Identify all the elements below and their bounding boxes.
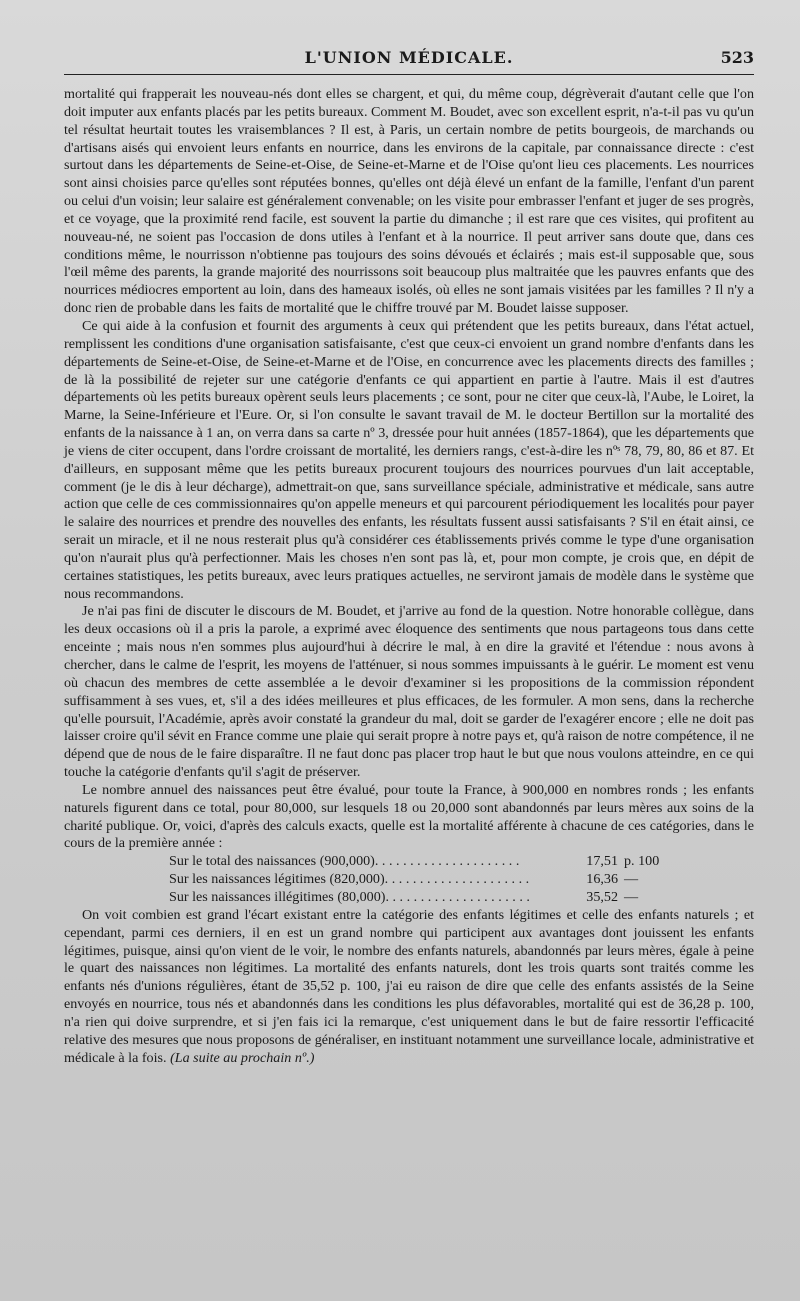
row-label: Sur les naissances légitimes (820,000). . . . <box>169 871 558 889</box>
mortality-table <box>169 853 669 907</box>
table-row <box>169 871 669 889</box>
article-body <box>64 86 754 1286</box>
row-value: 16,36 <box>586 871 618 888</box>
row-label: Sur les naissances illégitimes (80,000). . . . <box>169 889 558 907</box>
row-unit: — <box>624 888 639 905</box>
paragraph-1: mortalité qui frapperait les nouveau-nés dont elles se chargent, et qui, du même coup, dégrèverait d'autant celle que l'on doit imputer aux enfants placés par les petits bureaux. Comment M. Boudet, avec son excellent esprit, n'a-t-il pas vu qu'un tel résultat heurtait toutes les vraisemblances ? Il est, à Paris, un certain nombre de petits bourgeois, de marchands ou d'artisans aisés qui envoient leurs enfants en nourrice, dans les environs de la capitale, par connaissance directe : c'est surtout dans les départements de Seine-et-Oise, de Seine-et-Marne et de l'Oise qu'ont lieu ces placements. Les nourrices sont ainsi choisies parce qu'elles sont réputées bonnes, qu'elles ont déjà élevé un enfant de la famille, l'enfant d'un parent ou celui d'un voisin; leur salaire est généralement convenable; on les visite pour embrasser l'enfant et juger de ses progrès, et ce voyage, que la proximité rend facile, est souvent la partie du dimanche ; il est rare que ces visites, qui profitent au nouveau-né, ne soient pas l'occasion de dons utiles à l'enfant et à la nourrice. Il peut arriver sans doute que, dans ces conditions même, le nourrisson n'obtienne pas toujours des soins dévoués et éclairés ; mais est-il supposable que, sous l'œil même des parents, la grande majorité des nourrissons soit beaucoup plus maltraitée que les pauvres enfants que des nourrices médiocres emportent au loin, dans des hameaux isolés, où elles ne sont jamais visitées par les familles ? Il n'y a donc rien de probable dans les faits de mortalité que le chiffre trouvé par M. Boudet laisse supposer. <box>64 86 754 317</box>
row-unit: — <box>624 871 639 888</box>
row-label: Sur le total des naissances (900,000). . . . <box>169 853 558 871</box>
table-row <box>169 853 669 871</box>
closing-text: On voit combien est grand l'écart existant entre la catégorie des enfants légitimes et celle des enfants naturels ; et cependant, parmi ces derniers, il en est un grand nombre qui participent aux avantages dont jouissent les enfants légitimes, puisque, ainsi qu'on vient de le voir, le nombre des enfants naturels, abandonnés par leurs mères, égale à peine le quart des naissances non légitimes. La mortalité des enfants naturels, dont les trois quarts sont traités comme les enfants nés d'unions régulières, étant de 35,52 p. 100, j'ai eu raison de dire que celle des enfants assistés de la Seine envoyés en nourrice, tous nés et abandonnés dans les conditions les plus défavorables, mortalité qui est de 36,28 p. 100, n'a rien qui doive surprendre, et si j'en fais ici la remarque, c'est uniquement dans le but de faire ressortir l'efficacité relative des mesures que nous proposons de généraliser, en instituant notamment une surveillance locale, administrative et médicale à la fois. <box>64 906 754 1066</box>
paragraph-4: Le nombre annuel des naissances peut être évalué, pour toute la France, à 900,000 en nombres ronds ; les enfants naturels figurent dans ce total, pour 80,000, sur lesquels 18 ou 20,000 sont abandonnés par leurs mères aux soins de la charité publique. Or, voici, d'après des calculs exacts, quelle est la mortalité afférente à chacune de ces catégories, dans le cours de la première année : <box>64 781 754 852</box>
row-unit: p. 100 <box>624 853 660 870</box>
table-row <box>169 889 669 907</box>
paragraph-3: Je n'ai pas fini de discuter le discours de M. Boudet, et j'arrive au fond de la question. Notre honorable collègue, dans les deux occasions où il a pris la parole, a exprimé avec éloquence des sentiments que nous partageons tous dans cette enceinte ; mais nous n'en sommes plus aujourd'hui à décrire le mal, à en dire la gravité et l'étendue : nous avons à chercher, dans le calme de l'esprit, les moyens de l'atténuer, si nous sommes impuissants à le guérir. Le moment est venu où chacun des membres de cette assemblée a le devoir d'examiner si les propositions de la commission répondent suffisamment à ses vues, et, s'il a des idées meilleures et plus efficaces, de les formuler. A mon sens, dans la recherche qu'elle poursuit, l'Académie, après avoir constaté la grandeur du mal, doit se garder de l'exagérer encore ; elle ne doit pas laisser croire qu'il sévit en France comme une plaie qui serait propre à notre pays et, qu'à raison de notre compétence, il ne dépend que de nous de le faire disparaître. Il ne faut donc pas placer trop haut le but que nous voulons atteindre, en ce qui touche la catégorie d'enfants qu'il s'agit de préserver. <box>64 603 754 781</box>
row-value: 17,51 <box>586 853 618 870</box>
row-value: 35,52 <box>586 888 618 905</box>
journal-title: L'UNION MÉDICALE. <box>304 48 514 67</box>
running-header <box>64 48 754 75</box>
page-number: 523 <box>720 48 754 67</box>
paragraph-2: Ce qui aide à la confusion et fournit des arguments à ceux qui prétendent que les petits bureaux, dans l'état actuel, remplissent les conditions d'une organisation satisfaisante, c'est que ceux-ci envoient un grand nombre d'enfants dans les départements de Seine-et-Oise, de Seine-et-Marne et de l'Oise, en concurrence avec les placements directs des familles ; de là la possibilité de rejeter sur une catégorie d'enfants ce qui appartient en partie à l'autre. Mais il est d'autres départements où les petits bureaux opèrent seuls leurs placements ; ce sont, pour ne citer que ceux-là, l'Aube, le Loiret, la Marne, la Seine-Inférieure et l'Eure. Or, si l'on consulte le savant travail de M. le docteur Bertillon sur la mortalité des enfants de la naissance à 1 an, on verra dans sa carte nº 3, dressée pour huit années (1857-1864), que les départements que je viens de citer occupent, dans l'ordre croissant de mortalité, les derniers rangs, c'est-à-dire les nºˢ 78, 79, 80, 86 et 87. Et d'ailleurs, en supposant même que les petits bureaux procurent toujours des nourrices pourvues d'un lait acceptable, comment (je le dis à leur décharge), admettrait-on que, sans surveillance spéciale, administrative et médicale, sans autre action que celle de ces commissionnaires qu'on appelle meneurs et qui parcourent périodiquement les localités pour payer le salaire des nourrices et prendre des nouvelles des enfants, les résultats fussent aussi satisfaisants ? S'il en était ainsi, ce serait un miracle, et il ne nous resterait plus qu'à considérer ces établissements privés comme le type d'une organisation qu'on n'aurait plus qu'à perfectionner. Mais les choses n'en sont pas là, et, pour mon compte, je crois que, en dépit de certaines statistiques, les petits bureaux, avec leurs pratiques actuelles, ne serviront jamais de modèle dans le système que nous recommandons. <box>64 317 754 602</box>
continuation-note: (La suite au prochain nº.) <box>170 1049 315 1066</box>
paragraph-5 <box>64 907 754 1068</box>
